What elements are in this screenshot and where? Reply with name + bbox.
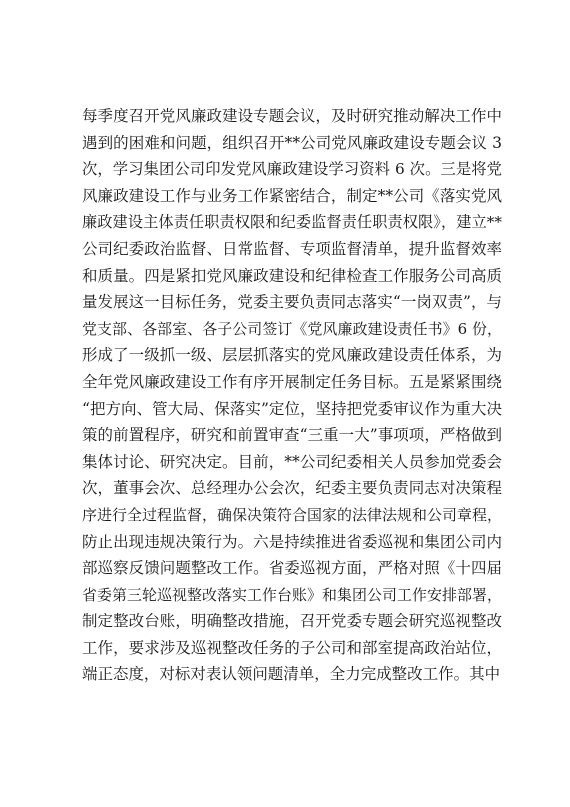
body-paragraph bbox=[82, 103, 502, 688]
text-line: 每季度召开党风廉政建设专题会议，及时研究推动解决工作中 bbox=[82, 107, 502, 125]
text-line: 量发展这一目标任务，党委主要负责同志落实“一岗双责”，与 bbox=[82, 293, 502, 312]
text-line: 序进行全过程监督，确保决策符合国家的法律法规和公司章程， bbox=[82, 505, 502, 524]
text-line: 风廉政建设工作与业务工作紧密结合，制定**公司《落实党风 bbox=[82, 186, 502, 205]
text-line: “把方向、管大局、保落实”定位，坚持把党委审议作为重大决 bbox=[82, 399, 502, 418]
text-line: 形成了一级抓一级、层层抓落实的党风廉政建设责任体系，为 bbox=[82, 346, 502, 365]
text-line: 制定整改台账，明确整改措施，召开党委专题会研究巡视整改 bbox=[82, 612, 502, 631]
text-line: 集体讨论、研究决定。目前，**公司纪委相关人员参加党委会 bbox=[82, 452, 502, 471]
text-line: 次，学习集团公司印发党风廉政建设学习资料 6 次。三是将党 bbox=[82, 160, 502, 179]
text-line: 和质量。四是紧扣党风廉政建设和纪律检查工作服务公司高质 bbox=[82, 266, 502, 285]
text-line: 省委第三轮巡视整改落实工作台账》和集团公司工作安排部署， bbox=[82, 585, 502, 604]
text-line: 公司纪委政治监督、日常监督、专项监督清单，提升监督效率 bbox=[82, 239, 502, 258]
text-line: 策的前置程序，研究和前置审查“三重一大”事项项，严格做到 bbox=[82, 426, 502, 445]
text-line: 党支部、各部室、各子公司签订《党风廉政建设责任书》6 份， bbox=[82, 319, 502, 338]
text-line: 端正态度，对标对表认领问题清单，全力完成整改工作。其中 bbox=[82, 665, 501, 684]
text-line: 部巡察反馈问题整改工作。省委巡视方面，严格对照《十四届 bbox=[82, 559, 502, 578]
text-line: 次，董事会次、总经理办公会次，纪委主要负责同志对决策程 bbox=[82, 479, 502, 498]
text-line: 防止出现违规决策行为。六是持续推进省委巡视和集团公司内 bbox=[82, 532, 502, 551]
text-line: 全年党风廉政建设工作有序开展制定任务目标。五是紧紧围绕 bbox=[82, 372, 502, 391]
text-line: 工作，要求涉及巡视整改任务的子公司和部室提高政治站位， bbox=[82, 638, 502, 657]
text-line: 遇到的困难和问题，组织召开**公司党风廉政建设专题会议 3 bbox=[82, 133, 502, 152]
text-line: 廉政建设主体责任职责权限和纪委监督责任职责权限》，建立** bbox=[82, 213, 502, 232]
